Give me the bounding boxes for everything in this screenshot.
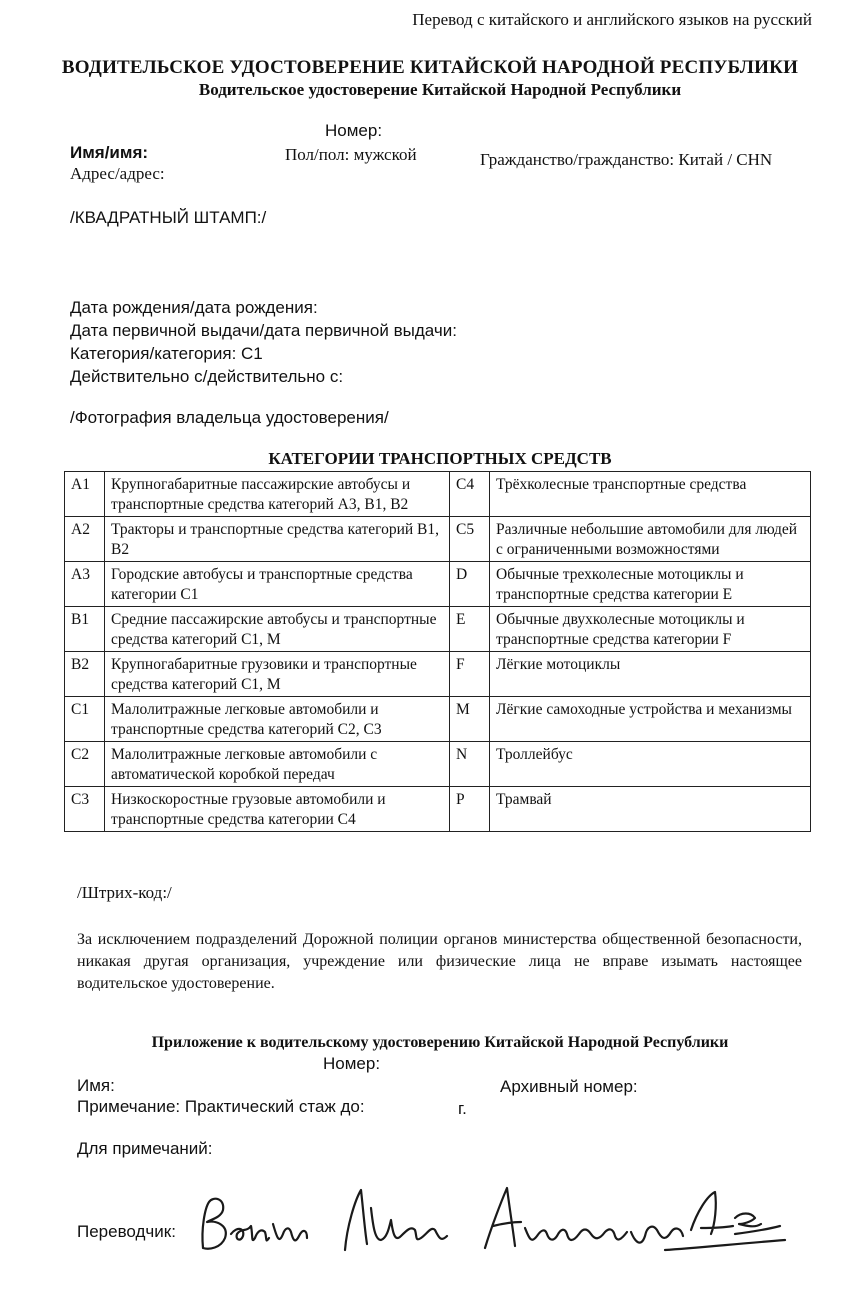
category-description: Трёхколесные транспортные средства bbox=[490, 472, 811, 517]
signature-stroke bbox=[665, 1240, 785, 1250]
category-code: A1 bbox=[65, 472, 105, 517]
category-code: M bbox=[450, 697, 490, 742]
signature-stroke bbox=[631, 1227, 683, 1243]
first-issue-date-label: Дата первичной выдачи/дата первичной выдачи: bbox=[70, 321, 457, 340]
signature-stroke bbox=[691, 1192, 733, 1234]
signature-stroke bbox=[485, 1188, 521, 1248]
category-description: Тракторы и транспортные средства категорий B1, B2 bbox=[105, 517, 450, 562]
vehicle-categories-table bbox=[64, 471, 811, 832]
signature-stroke bbox=[371, 1208, 447, 1240]
sex-field: Пол/пол: мужской bbox=[285, 145, 417, 164]
category-code: C1 bbox=[65, 697, 105, 742]
category-code: E bbox=[450, 607, 490, 652]
category-code: C2 bbox=[65, 742, 105, 787]
category-row bbox=[65, 697, 811, 742]
signature-stroke bbox=[231, 1226, 269, 1240]
remarks-label: Для примечаний: bbox=[77, 1139, 213, 1158]
license-number-label: Номер: bbox=[325, 121, 383, 140]
signature-stroke bbox=[345, 1190, 367, 1250]
appendix-name-label: Имя: bbox=[77, 1076, 115, 1095]
category-description: Трамвай bbox=[490, 787, 811, 832]
valid-from-label: Действительно с/действительно с: bbox=[70, 367, 344, 386]
category-description: Малолитражные легковые автомобили и транспортные средства категорий C2, C3 bbox=[105, 697, 450, 742]
category-row bbox=[65, 787, 811, 832]
signature-stroke bbox=[202, 1199, 225, 1249]
appendix-number-label: Номер: bbox=[323, 1054, 381, 1073]
category-code: D bbox=[450, 562, 490, 607]
category-description: Различные небольшие автомобили для людей с ограниченными возможностями bbox=[490, 517, 811, 562]
category-description: Троллейбус bbox=[490, 742, 811, 787]
category-code: F bbox=[450, 652, 490, 697]
barcode-note: /Штрих-код:/ bbox=[77, 883, 172, 902]
category-description: Городские автобусы и транспортные средства категории C1 bbox=[105, 562, 450, 607]
address-label: Адрес/адрес: bbox=[70, 164, 165, 183]
category-description: Крупногабаритные пассажирские автобусы и транспортные средства категорий A3, B1, B2 bbox=[105, 472, 450, 517]
citizenship-field: Гражданство/гражданство: Китай / CHN bbox=[480, 150, 773, 169]
category-row bbox=[65, 517, 811, 562]
translation-note: Перевод с китайского и английского языков на русский bbox=[412, 10, 812, 29]
category-code: C4 bbox=[450, 472, 490, 517]
category-row bbox=[65, 742, 811, 787]
category-row bbox=[65, 652, 811, 697]
category-code: P bbox=[450, 787, 490, 832]
category-row bbox=[65, 562, 811, 607]
category-description: Лёгкие мотоциклы bbox=[490, 652, 811, 697]
name-label: Имя/имя: bbox=[70, 143, 149, 162]
category-description: Низкоскоростные грузовые автомобили и транспортные средства категории C4 bbox=[105, 787, 450, 832]
signature-stroke bbox=[273, 1224, 307, 1240]
category-code: C3 bbox=[65, 787, 105, 832]
category-description: Обычные двухколесные мотоциклы и транспортные средства категории F bbox=[490, 607, 811, 652]
category-code: A3 bbox=[65, 562, 105, 607]
translator-label: Переводчик: bbox=[77, 1222, 176, 1241]
category-code: C5 bbox=[450, 517, 490, 562]
category-description: Средние пассажирские автобусы и транспортные средства категорий C1, M bbox=[105, 607, 450, 652]
category-row bbox=[65, 607, 811, 652]
vehicle-categories-title: КАТЕГОРИИ ТРАНСПОРТНЫХ СРЕДСТВ bbox=[268, 449, 612, 468]
year-suffix: г. bbox=[458, 1099, 467, 1118]
category-code: A2 bbox=[65, 517, 105, 562]
translator-signature bbox=[195, 1178, 795, 1268]
birth-date-label: Дата рождения/дата рождения: bbox=[70, 298, 318, 317]
archive-number-label: Архивный номер: bbox=[500, 1077, 638, 1096]
confiscation-notice: За исключением подразделений Дорожной полиции органов министерства общественной безопасности, никакая другая организация, учреждение или физические лица не вправе изымать настоящее водительское удостоверение. bbox=[77, 931, 802, 992]
appendix-title: Приложение к водительскому удостоверению Китайской Народной Республики bbox=[151, 1034, 729, 1051]
signature-stroke bbox=[525, 1228, 627, 1240]
category-code: N bbox=[450, 742, 490, 787]
photo-note: /Фотография владельца удостоверения/ bbox=[70, 408, 389, 427]
category-description: Малолитражные легковые автомобили с автоматической коробкой передач bbox=[105, 742, 450, 787]
category-field: Категория/категория: C1 bbox=[70, 344, 263, 363]
signature-stroke bbox=[735, 1214, 761, 1227]
square-stamp-note: /КВАДРАТНЫЙ ШТАМП:/ bbox=[70, 208, 267, 227]
document-subtitle: Водительское удостоверение Китайской Народной Республики bbox=[198, 80, 682, 99]
practice-experience-note: Примечание: Практический стаж до: bbox=[77, 1097, 365, 1116]
category-description: Лёгкие самоходные устройства и механизмы bbox=[490, 697, 811, 742]
category-description: Обычные трехколесные мотоциклы и транспортные средства категории E bbox=[490, 562, 811, 607]
category-row bbox=[65, 472, 811, 517]
document-title: ВОДИТЕЛЬСКОЕ УДОСТОВЕРЕНИЕ КИТАЙСКОЙ НАРОДНОЙ РЕСПУБЛИКИ bbox=[61, 57, 799, 78]
category-code: B1 bbox=[65, 607, 105, 652]
category-description: Крупногабаритные грузовики и транспортные средства категорий C1, M bbox=[105, 652, 450, 697]
signature-stroke bbox=[735, 1226, 780, 1234]
category-code: B2 bbox=[65, 652, 105, 697]
